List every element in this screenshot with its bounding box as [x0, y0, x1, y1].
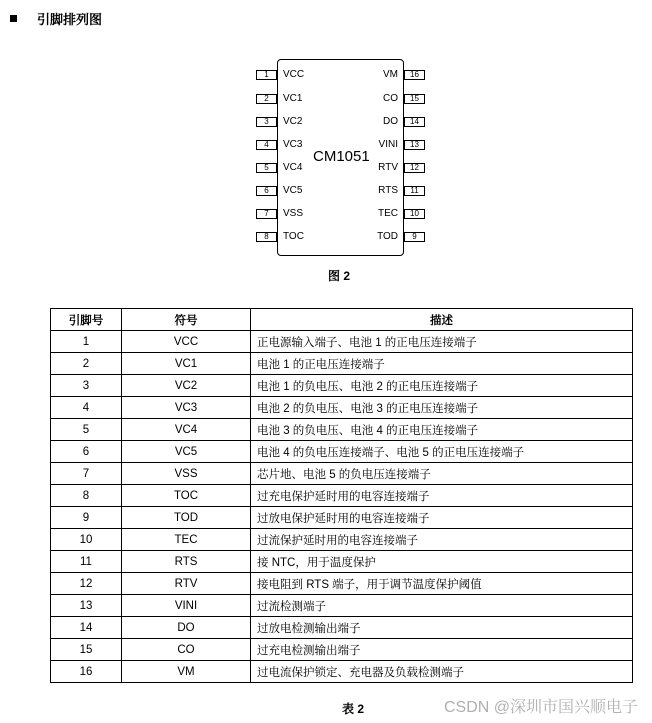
cell-description: 正电源输入端子、电池 1 的正电压连接端子 [251, 331, 633, 353]
cell-pin-number: 2 [51, 353, 122, 375]
cell-pin-number: 7 [51, 463, 122, 485]
table-row [51, 529, 633, 551]
cell-description: 过放电检测输出端子 [251, 617, 633, 639]
table-row [51, 661, 633, 683]
watermark: CSDN @深圳市国兴顺电子 [443, 699, 638, 716]
cell-description: 过充电保护延时用的电容连接端子 [251, 485, 633, 507]
table-row [51, 397, 633, 419]
bullet-icon [10, 15, 17, 22]
pin-number-box: 9 [404, 232, 425, 242]
cell-pin-number: 11 [51, 551, 122, 573]
cell-description: 电池 4 的负电压连接端子、电池 5 的正电压连接端子 [251, 441, 633, 463]
cell-symbol: VC5 [122, 441, 251, 463]
cell-description: 电池 2 的负电压、电池 3 的正电压连接端子 [251, 397, 633, 419]
cell-pin-number: 1 [51, 331, 122, 353]
pin-label: VC4 [283, 162, 303, 173]
cell-pin-number: 8 [51, 485, 122, 507]
pin-number-box: 6 [256, 186, 277, 196]
cell-pin-number: 15 [51, 639, 122, 661]
pin-label: VSS [283, 208, 304, 219]
header-description: 描述 [251, 309, 633, 331]
figure-caption: 图 2 [328, 269, 351, 283]
cell-pin-number: 5 [51, 419, 122, 441]
cell-symbol: RTS [122, 551, 251, 573]
pin-number-box: 16 [404, 70, 425, 80]
cell-description: 电池 1 的负电压、电池 2 的正电压连接端子 [251, 375, 633, 397]
pin-number-box: 12 [404, 163, 425, 173]
cell-description: 电池 3 的负电压、电池 4 的正电压连接端子 [251, 419, 633, 441]
cell-description: 接电阻到 RTS 端子，用于调节温度保护阈值 [251, 573, 633, 595]
cell-symbol: RTV [122, 573, 251, 595]
cell-symbol: VSS [122, 463, 251, 485]
pin-label: CO [383, 93, 398, 104]
pin-label: VC2 [283, 116, 303, 127]
cell-pin-number: 9 [51, 507, 122, 529]
pin-number-box: 7 [256, 209, 277, 219]
table-row [51, 375, 633, 397]
cell-description: 接 NTC，用于温度保护 [251, 551, 633, 573]
table-row [51, 463, 633, 485]
pin-number-box: 10 [404, 209, 425, 219]
cell-description: 过放电保护延时用的电容连接端子 [251, 507, 633, 529]
cell-pin-number: 3 [51, 375, 122, 397]
pin-number-box: 15 [404, 94, 425, 104]
cell-symbol: VC4 [122, 419, 251, 441]
table-row [51, 485, 633, 507]
pin-label: TOD [377, 231, 398, 242]
pin-label: DO [383, 116, 398, 127]
table-row [51, 595, 633, 617]
pin-number-box: 11 [404, 186, 425, 196]
cell-symbol: VC1 [122, 353, 251, 375]
cell-symbol: VC2 [122, 375, 251, 397]
pin-number-box: 1 [256, 70, 277, 80]
pin-label: TEC [378, 208, 398, 219]
table-row [51, 639, 633, 661]
cell-pin-number: 4 [51, 397, 122, 419]
table-caption: 表 2 [342, 702, 365, 716]
pin-label: RTS [378, 185, 398, 196]
table-row [51, 573, 633, 595]
cell-symbol: VINI [122, 595, 251, 617]
pin-number-box: 4 [256, 140, 277, 150]
cell-pin-number: 10 [51, 529, 122, 551]
table-row [51, 331, 633, 353]
pin-label: VC1 [283, 93, 303, 104]
cell-symbol: DO [122, 617, 251, 639]
cell-description: 过流检测端子 [251, 595, 633, 617]
cell-description: 过充电检测输出端子 [251, 639, 633, 661]
pin-label: VC5 [283, 185, 303, 196]
table-row [51, 353, 633, 375]
pin-label: VC3 [283, 139, 303, 150]
pin-label: VCC [283, 69, 305, 80]
pin-number-box: 2 [256, 94, 277, 104]
table-row [51, 551, 633, 573]
pin-number-box: 3 [256, 117, 277, 127]
header-symbol: 符号 [122, 309, 251, 331]
header-pin-number: 引脚号 [51, 309, 122, 331]
pin-label: VM [383, 69, 398, 80]
table-header-row [51, 309, 633, 331]
cell-symbol: CO [122, 639, 251, 661]
pin-label: TOC [283, 231, 304, 242]
table-row [51, 617, 633, 639]
section-title [10, 9, 102, 28]
cell-description: 电池 1 的正电压连接端子 [251, 353, 633, 375]
chip-name: CM1051 [313, 148, 370, 165]
cell-symbol: VCC [122, 331, 251, 353]
cell-description: 过电流保护锁定、充电器及负载检测端子 [251, 661, 633, 683]
pin-number-box: 8 [256, 232, 277, 242]
cell-symbol: VM [122, 661, 251, 683]
cell-pin-number: 6 [51, 441, 122, 463]
table-row [51, 441, 633, 463]
pin-number-box: 14 [404, 117, 425, 127]
cell-pin-number: 16 [51, 661, 122, 683]
cell-description: 过流保护延时用的电容连接端子 [251, 529, 633, 551]
cell-symbol: TOD [122, 507, 251, 529]
pin-label: RTV [378, 162, 398, 173]
cell-pin-number: 13 [51, 595, 122, 617]
table-row [51, 419, 633, 441]
table-row [51, 507, 633, 529]
pin-number-box: 13 [404, 140, 425, 150]
cell-symbol: TOC [122, 485, 251, 507]
pin-label: VINI [378, 139, 398, 150]
pin-number-box: 5 [256, 163, 277, 173]
cell-pin-number: 14 [51, 617, 122, 639]
cell-symbol: TEC [122, 529, 251, 551]
cell-description: 芯片地、电池 5 的负电压连接端子 [251, 463, 633, 485]
cell-pin-number: 12 [51, 573, 122, 595]
section-title-text: 引脚排列图 [37, 12, 103, 27]
cell-symbol: VC3 [122, 397, 251, 419]
pin-table [50, 308, 633, 683]
